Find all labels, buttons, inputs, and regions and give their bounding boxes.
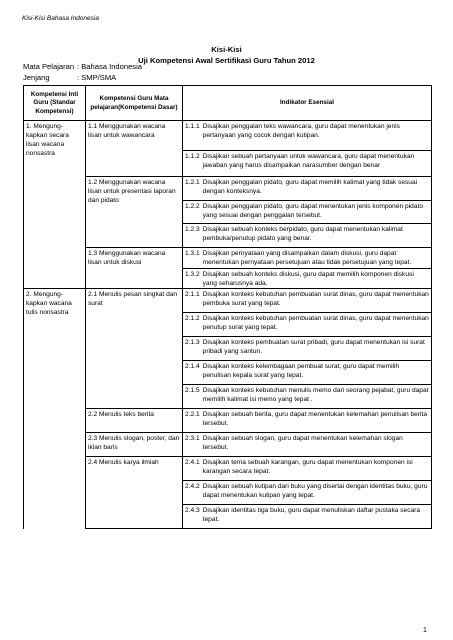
indicator-text: Disajikan konteks kebutuhan pembuatan surat dinas, guru dapat menentukan pembuka surat yang tepat.: [202, 291, 429, 307]
table-header-row: [24, 86, 432, 121]
table-row: [24, 409, 432, 433]
table-row: [24, 289, 432, 313]
indicator-cell: [183, 337, 432, 361]
indicator-text: Disajikan konteks pembuatan surat pribadi, guru dapat menentukan isi surat pribadi yang santun.: [202, 339, 425, 355]
indicator-text: Disajikan identitas tiga buku, guru dapat menuliskan daftar pustaka secara tepat.: [202, 507, 421, 523]
level-line: [23, 73, 116, 82]
subject-label: Mata Pelajaran: [23, 62, 75, 71]
indicator-number: 1.1.2: [185, 153, 200, 160]
header-basic-competency: Kompetensi Guru Mata pelajaran(Kompetensi Dasar): [86, 86, 183, 121]
indicator-number: 2.4.1: [185, 459, 200, 466]
indicator-text: Disajikan konteks kebutuhan menulis memo dari seorang pejabat, guru dapat memilih kalimat isi memo yang tepat .: [202, 387, 429, 403]
subject-line: [23, 62, 142, 71]
indicator-cell: [183, 505, 432, 529]
table-row: [24, 248, 432, 269]
indicator-cell: [183, 433, 432, 457]
basic-competency-cell: 2.2 Menulis teks berita: [86, 409, 183, 433]
indicator-number: 1.2.1: [185, 179, 200, 186]
indicator-text: Disajikan sebuah konteks diskusi, guru dapat memilih komponen diskusi yang seharusnya ada.: [202, 271, 414, 287]
basic-competency-cell: 2.4 Menulis karya ilmiah: [86, 457, 183, 529]
table-row: [24, 457, 432, 481]
indicator-cell: [183, 481, 432, 505]
indicator-cell: [183, 201, 432, 224]
indicator-text: Disajikan sebuah pertanyaan untuk wawancara, guru dapat menentukan jawaban yang harus disampaikan narasumber dengan benar: [202, 153, 415, 169]
competency-table: [23, 85, 432, 529]
indicator-number: 2.1.4: [185, 363, 200, 370]
indicator-text: Disajikan konteks kebutuhan pembuatan surat dinas, guru dapat menentukan penutup surat yang tepat.: [202, 315, 429, 331]
indicator-number: 2.1.5: [185, 387, 200, 394]
indicator-cell: [183, 313, 432, 337]
indicator-text: Disajikan penggalan pidato, guru dapat memilih kalimat yang tidak sesuai dengan konteksnya.: [202, 179, 418, 195]
indicator-number: 2.1.3: [185, 339, 200, 346]
indicator-text: Disajikan sebuah konteks berpidato, guru dapat menentukan kalimat pembuka/penutup pidato yang benar.: [202, 226, 403, 242]
indicator-number: 2.4.2: [185, 483, 200, 490]
indicator-text: Disajikan penggalan teks wawancara, guru dapat menentukan jenis pertanyaan yang cocok dengan kutipan.: [202, 123, 400, 139]
indicator-cell: [183, 177, 432, 201]
indicator-text: Disajikan konteks kelembagaan pembuat surat, guru dapat memilih penulisan kepala surat yang tepat.: [202, 363, 400, 379]
document-title: Kisi-Kisi: [211, 45, 242, 54]
header-indicator: Indikator Esensial: [183, 86, 432, 121]
header-note: Kisi-Kisi Bahasa Indonesia: [22, 15, 99, 22]
indicator-number: 1.2.3: [185, 226, 200, 233]
basic-competency-cell: 1.1 Menggunakan wacana lisan untuk wawancara: [86, 121, 183, 177]
indicator-number: 1.1.1: [185, 123, 200, 130]
indicator-cell: [183, 269, 432, 289]
indicator-text: Disajikan sebuah slogan, guru dapat menentukan kelemahan slogan tersebut.: [202, 435, 403, 451]
indicator-cell: [183, 385, 432, 409]
header-core-competency: Kompetensi Inti Guru (Standar Kompetensi): [24, 86, 86, 121]
indicator-cell: [183, 361, 432, 385]
indicator-number: 2.2.1: [185, 411, 200, 418]
indicator-text: Disajikan sebuah kutipan dari buku yang disertai dengan identitas buku, guru dapat menentukan kutipan yang tepat.: [202, 483, 428, 499]
indicator-number: 1.2.2: [185, 203, 200, 210]
basic-competency-cell: 2.3 Menulis slogan, poster, dan iklan baris: [86, 433, 183, 457]
subject-value: : Bahasa Indonesia: [77, 62, 143, 71]
indicator-number: 2.1.2: [185, 315, 200, 322]
level-label: Jenjang: [23, 73, 50, 82]
indicator-cell: [183, 151, 432, 177]
table-row: [24, 121, 432, 151]
document-subtitle: Uji Kompetensi Awal Sertifikasi Guru Tahun 2012: [138, 56, 315, 65]
indicator-cell: [183, 289, 432, 313]
indicator-number: 2.4.3: [185, 507, 200, 514]
indicator-text: Disajikan tema sebuah karangan, guru dapat menentukan komponen isi karangan secara tepat.: [202, 459, 413, 475]
level-value: : SMP/SMA: [77, 73, 117, 82]
indicator-number: 1.3.1: [185, 250, 200, 257]
basic-competency-cell: 2.1 Menulis pesan singkat dan surat: [86, 289, 183, 409]
indicator-number: 2.1.1: [185, 291, 200, 298]
table-row: [24, 433, 432, 457]
indicator-cell: [183, 409, 432, 433]
indicator-cell: [183, 457, 432, 481]
core-competency-cell: 2. Mengung-kapkan wacana tulis nonsastra: [24, 289, 86, 529]
indicator-cell: [183, 248, 432, 269]
indicator-text: Disajikan pernyataan yang disampaikan dalam diskusi, guru dapat menentukan pernyataan persetujuan atau tidak persetujuan yang tepat.: [202, 250, 412, 266]
indicator-cell: [183, 121, 432, 151]
indicator-text: Disajikan penggalan pidato, guru dapat menentukan jenis komponen pidato yang sesuai dengan penggalan tersebut.: [202, 203, 423, 219]
indicator-number: 1.3.2: [185, 271, 200, 278]
core-competency-cell: 1. Mengung-kapkan secara lisan wacana nonsastra: [24, 121, 86, 289]
basic-competency-cell: 1.2 Menggunakan wacana lisan untuk presentasi laporan dan pidato: [86, 177, 183, 248]
table-row: [24, 177, 432, 201]
indicator-cell: [183, 224, 432, 248]
basic-competency-cell: 1.3 Menggunakan wacana lisan untuk diskusi: [86, 248, 183, 289]
indicator-number: 2.3.1: [185, 435, 200, 442]
indicator-text: Disajikan sebuah berita, guru dapat menentukan kelemahan penulisan berita tersebut.: [202, 411, 428, 427]
page-number: 1: [423, 627, 427, 634]
